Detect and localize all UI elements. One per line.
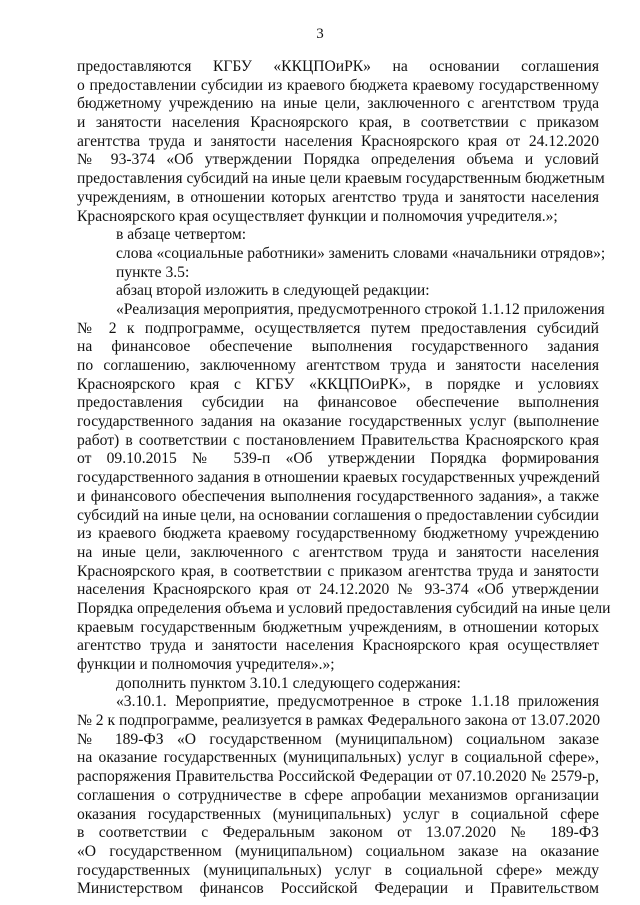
text-line: работ) в соответствии с постановлением Правительства Красноярского края	[77, 431, 599, 449]
text-line: по соглашению, заключенному агентством труда и занятости населения	[77, 357, 599, 374]
text-line: населения Красноярского края от 24.12.2020 № 93-374 «Об утверждении	[77, 581, 599, 599]
text-line: на иные цели, заключенного с агентством труда и занятости населения	[77, 543, 599, 561]
text-line: Красноярского края с КГБУ «ККЦПОиРК», в порядке и условиях	[77, 375, 599, 393]
text-line: дополнить пунктом 3.10.1 следующего содержания:	[116, 674, 461, 692]
text-line: государственных (муниципальных) услуг в социальной сфере» между	[77, 861, 599, 879]
page-number: 3	[316, 26, 324, 42]
text-line: на оказание государственных (муниципальных) услуг в социальной сфере»,	[77, 749, 599, 767]
text-line: государственного задания на оказание государственных услуг (выполнение	[77, 413, 599, 431]
document-body	[77, 58, 611, 899]
text-line: абзац второй изложить в следующей редакции:	[116, 282, 430, 300]
text-line: оказания государственных (муниципальных) услуг в социальной сфере	[77, 805, 599, 823]
text-line: № 2 к подпрограмме, осуществляется путем предоставления субсидий	[77, 319, 599, 337]
text-line: из краевого бюджета краевому государственному бюджетному учреждению	[77, 525, 599, 543]
text-line: от 09.10.2015 № 539-п «Об утверждении Порядка формирования	[77, 450, 599, 468]
text-line: в соответствии с Федеральным законом от 13.07.2020 № 189-ФЗ	[77, 824, 599, 842]
text-line: слова «социальные работники» заменить словами «начальники отрядов»;	[116, 244, 606, 262]
text-line: в абзаце четвертом:	[116, 226, 247, 244]
text-line: на финансовое обеспечение выполнения государственного задания	[77, 338, 599, 356]
text-line: о предоставлении субсидии из краевого бюджета краевому государственному	[77, 76, 599, 94]
text-line: агентство труда и занятости населения Красноярского края осуществляет	[77, 637, 599, 655]
text-line: и финансового обеспечения выполнения государственного задания», а также	[77, 487, 599, 505]
text-line: № 93-374 «Об утверждении Порядка определения объема и условий	[77, 151, 599, 169]
text-line: учреждениям, в отношении которых агентство труда и занятости населения	[77, 188, 599, 206]
text-line: субсидий на иные цели, на основании соглашения о предоставлении субсидии	[77, 506, 599, 524]
text-line: краевым государственным бюджетным учреждениям, в отношении которых	[77, 618, 599, 636]
text-line: агентства труда и занятости населения Красноярского края от 24.12.2020	[77, 132, 599, 150]
text-line: бюджетному учреждению на иные цели, заключенного с агентством труда	[77, 95, 599, 113]
text-line: «Реализация мероприятия, предусмотренного строкой 1.1.12 приложения	[116, 300, 605, 318]
text-line: Красноярского края, в соответствии с приказом агентства труда и занятости	[77, 562, 599, 580]
text-line: предоставления субсидии на финансовое обеспечение выполнения	[77, 394, 599, 412]
text-line: «3.10.1. Мероприятие, предусмотренное в строке 1.1.18 приложения	[116, 693, 599, 711]
text-line: № 189-ФЗ «О государственном (муниципальном) социальном заказе	[77, 730, 599, 748]
text-line: функции и полномочия учредителя».»;	[77, 656, 335, 673]
text-line: соглашения о сотрудничестве в сфере апробации механизмов организации	[77, 786, 599, 804]
text-line: пункте 3.5:	[116, 263, 190, 281]
text-line: Министерством финансов Российской Федерации и Правительством	[77, 880, 599, 898]
text-line: № 2 к подпрограмме, реализуется в рамках Федерального закона от 13.07.2020	[77, 712, 601, 730]
text-line: распоряжения Правительства Российской Федерации от 07.10.2020 № 2579-р,	[77, 768, 599, 786]
text-line: государственного задания в отношении краевых государственных учреждений	[77, 469, 600, 487]
text-line: предоставляются КГБУ «ККЦПОиРК» на основании соглашения	[77, 58, 599, 75]
text-line: Красноярского края осуществляет функции и полномочия учредителя.»;	[77, 207, 558, 225]
text-line: предоставления субсидий на иные цели краевым государственным бюджетным	[77, 170, 605, 188]
text-line: «О государственном (муниципальном) социальном заказе на оказание	[77, 842, 599, 860]
text-line: Порядка определения объема и условий предоставления субсидий на иные цели	[77, 599, 611, 617]
text-line: и занятости населения Красноярского края, в соответствии с приказом	[77, 114, 599, 132]
